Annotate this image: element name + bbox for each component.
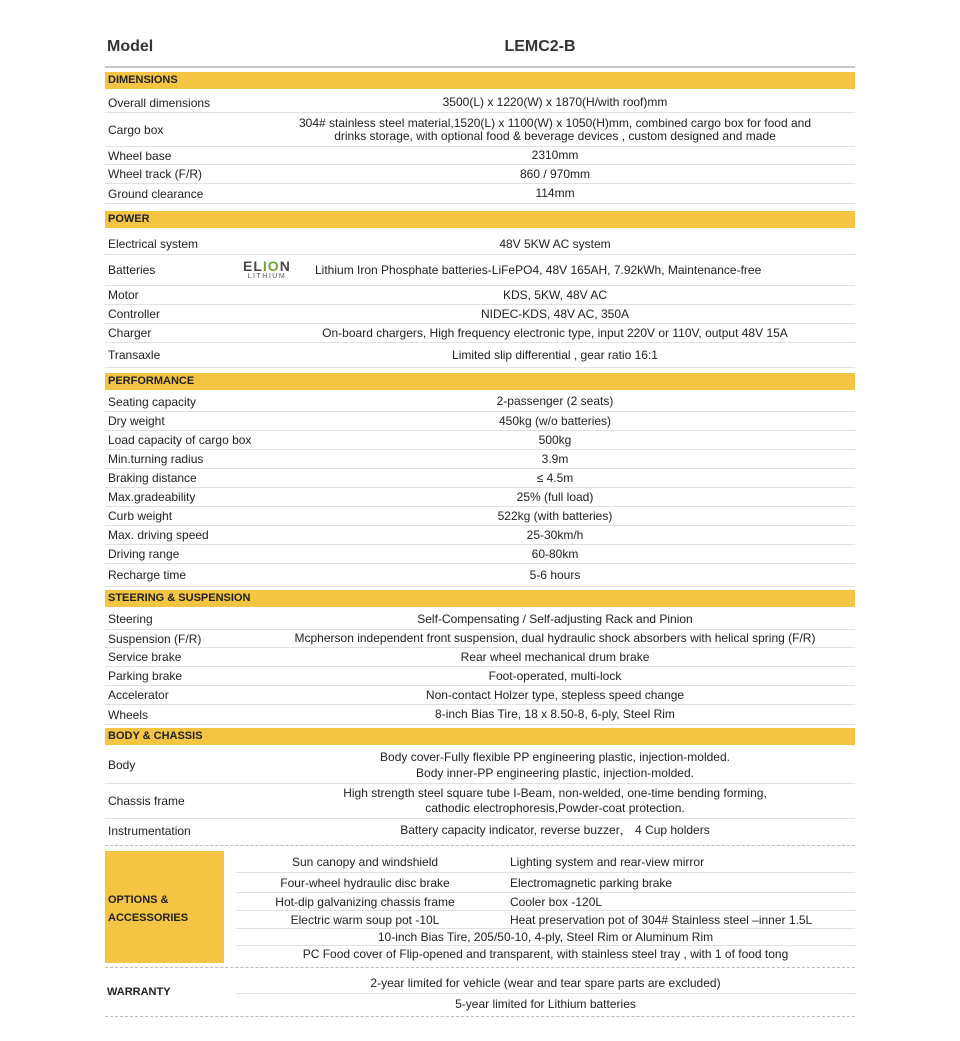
spec-label: Suspension (F/R): [108, 631, 202, 646]
spec-label: Seating capacity: [108, 394, 197, 409]
spec-row: [105, 343, 855, 368]
spec-row: [105, 686, 855, 705]
spec-value: 2310mm: [531, 148, 579, 162]
spec-value: Mcpherson independent front suspension, dual hydraulic shock absorbers with helical spring (F/R): [294, 631, 816, 645]
spec-row: [105, 545, 855, 564]
spec-value: On-board chargers, High frequency electronic type, input 220V or 110V, output 48V 15A: [322, 325, 788, 340]
spec-row: [105, 450, 855, 469]
header-divider: [105, 66, 855, 68]
logo-subtitle: LITHIUM: [247, 273, 287, 280]
spec-row: [105, 324, 855, 343]
model-value: LEMC2-B: [504, 38, 576, 55]
spec-label: Max.gradeability: [108, 490, 196, 504]
spec-label: Wheel base: [108, 148, 172, 163]
spec-value: 450kg (w/o batteries): [498, 413, 612, 428]
spec-value: 114mm: [535, 186, 575, 200]
option-item: Electric warm soup pot -10L: [290, 912, 440, 927]
option-row: [236, 852, 855, 873]
warranty-item: 2-year limited for vehicle (wear and tear spare parts are excluded): [370, 976, 721, 990]
spec-value: Battery capacity indicator, reverse buzzer， 4 Cup holders: [400, 823, 710, 837]
section-dimensions-header: DIMENSIONS: [105, 72, 855, 89]
spec-value: 3.9m: [541, 451, 569, 466]
spec-value-line2: Body inner-PP engineering plastic, injection-molded.: [416, 766, 694, 780]
spec-label: Chassis frame: [108, 794, 185, 808]
spec-label: Steering: [108, 612, 153, 626]
spec-label: Overall dimensions: [108, 95, 211, 110]
spec-row: [105, 488, 855, 507]
spec-label: Braking distance: [108, 471, 197, 485]
spec-value: 522kg (with batteries): [497, 508, 613, 523]
option-item: Heat preservation pot of 304# Stainless steel –inner 1.5L: [510, 912, 813, 927]
spec-value-line2: drinks storage, with optional food & beverage devices , custom designed and made: [334, 128, 776, 143]
spec-row: [105, 147, 855, 165]
option-item: Lighting system and rear-view mirror: [510, 855, 705, 869]
spec-label: Ground clearance: [108, 186, 204, 201]
options-header-block: [105, 851, 224, 963]
option-row: [236, 873, 855, 893]
spec-label: Electrical system: [108, 237, 199, 251]
spec-label: Parking brake: [108, 669, 183, 683]
section-body-header: BODY & CHASSIS: [105, 728, 855, 745]
spec-value: Limited slip differential , gear ratio 16:1: [452, 347, 658, 362]
spec-label: Max. driving speed: [108, 528, 209, 542]
spec-label: Wheels: [108, 707, 149, 722]
spec-value: 5-6 hours: [529, 567, 581, 582]
spec-row: [105, 165, 855, 184]
spec-value: Body cover-Fully flexible PP engineering plastic, injection-molded.: [380, 750, 730, 764]
option-row: [236, 929, 855, 946]
spec-label: Controller: [108, 307, 161, 321]
option-item: Cooler box -120L: [510, 894, 603, 909]
spec-label: Wheel track (F/R): [108, 167, 203, 181]
spec-value: 860 / 970mm: [519, 166, 591, 181]
spec-row: [105, 93, 855, 113]
spec-label: Batteries: [108, 263, 156, 277]
spec-value: Lithium Iron Phosphate batteries-LiFePO4, 48V 165AH, 7.92kWh, Maintenance-free: [315, 262, 762, 277]
spec-row: [105, 747, 855, 784]
warranty-title: WARRANTY: [107, 986, 171, 998]
spec-value: 25% (full load): [516, 489, 594, 504]
option-item: Sun canopy and windshield: [291, 855, 439, 869]
spec-row: [105, 667, 855, 686]
spec-row: [105, 412, 855, 431]
spec-row: [105, 255, 855, 286]
spec-label: Accelerator: [108, 688, 169, 702]
options-title-line2: ACCESSORIES: [108, 912, 189, 924]
spec-value: Rear wheel mechanical drum brake: [460, 649, 650, 664]
spec-label: Driving range: [108, 547, 180, 561]
section-steering-header: STEERING & SUSPENSION: [105, 590, 855, 607]
model-label: Model: [107, 38, 154, 55]
spec-row: [105, 507, 855, 526]
spec-label: Charger: [108, 326, 152, 340]
spec-value: 304# stainless steel material,1520(L) x 1100(W) x 1050(H)mm, combined cargo box for food and: [298, 115, 812, 130]
spec-value: 2-passenger (2 seats): [496, 394, 614, 408]
spec-value: 500kg: [538, 432, 572, 447]
spec-label: Load capacity of cargo box: [108, 433, 252, 447]
spec-label: Instrumentation: [108, 823, 191, 838]
spec-value: Self-Compensating / Self-adjusting Rack and Pinion: [417, 611, 693, 626]
spec-label: Dry weight: [108, 414, 165, 428]
section-power-header: POWER: [105, 211, 855, 228]
spec-label: Motor: [108, 288, 139, 302]
spec-row: [105, 609, 855, 630]
option-row: [236, 893, 855, 911]
option-item: Four-wheel hydraulic disc brake: [280, 875, 450, 890]
spec-value: NIDEC-KDS, 48V AC, 350A: [480, 306, 630, 321]
option-item: Hot-dip galvanizing chassis frame: [275, 894, 455, 909]
option-row: [236, 946, 855, 962]
spec-label: Cargo box: [108, 122, 164, 137]
spec-value: 60-80km: [531, 546, 579, 561]
section-divider: [105, 845, 855, 846]
spec-value: High strength steel square tube I-Beam, non-welded, one-time bending forming,: [343, 786, 767, 800]
spec-row: [105, 234, 855, 255]
spec-row: [105, 305, 855, 324]
spec-label: Curb weight: [108, 509, 173, 523]
spec-value: 8-inch Bias Tire, 18 x 8.50-8, 6-ply, Steel Rim: [435, 707, 675, 721]
spec-value-line2: cathodic electrophoresis,Powder-coat protection.: [425, 801, 685, 815]
section-performance-header: PERFORMANCE: [105, 373, 855, 390]
spec-row: [105, 630, 855, 648]
warranty-item: 5-year limited for Lithium batteries: [455, 997, 636, 1011]
section-divider: [105, 967, 855, 968]
spec-value: 48V 5KW AC system: [499, 236, 611, 251]
section-divider: [105, 1016, 855, 1017]
spec-value: Non-contact Holzer type, stepless speed change: [425, 687, 685, 702]
spec-row: [105, 784, 855, 819]
spec-value: 3500(L) x 1220(W) x 1870(H/with roof)mm: [442, 95, 668, 109]
warranty-row: [236, 994, 855, 1014]
spec-row: [105, 431, 855, 450]
spec-value: 25-30km/h: [526, 527, 584, 542]
spec-row: [105, 564, 855, 587]
elion-lithium-logo: [243, 255, 291, 285]
spec-row: [105, 819, 855, 842]
spec-value: ≤ 4.5m: [536, 470, 574, 485]
options-title-line1: OPTIONS &: [108, 894, 169, 906]
spec-row: [105, 286, 855, 305]
spec-value: Foot-operated, multi-lock: [488, 668, 622, 683]
logo-wordmark: ELION: [243, 258, 291, 274]
option-item: PC Food cover of Flip-opened and transparent, with stainless steel tray , with 1 of food tong: [302, 947, 789, 961]
spec-row: [105, 526, 855, 545]
warranty-row: [236, 973, 855, 994]
spec-row: [105, 705, 855, 725]
spec-row: [105, 113, 855, 147]
option-item: 10-inch Bias Tire, 205/50-10, 4-ply, Steel Rim or Aluminum Rim: [377, 930, 714, 944]
spec-row: [105, 648, 855, 667]
spec-label: Body: [108, 758, 136, 772]
spec-label: Service brake: [108, 650, 182, 664]
spec-label: Recharge time: [108, 568, 187, 582]
spec-label: Min.turning radius: [108, 452, 204, 466]
option-row: [236, 911, 855, 929]
spec-row: [105, 469, 855, 488]
spec-row: [105, 184, 855, 204]
spec-label: Transaxle: [108, 348, 161, 362]
spec-row: [105, 392, 855, 412]
spec-value: KDS, 5KW, 48V AC: [502, 287, 608, 302]
option-item: Electromagnetic parking brake: [510, 875, 673, 890]
